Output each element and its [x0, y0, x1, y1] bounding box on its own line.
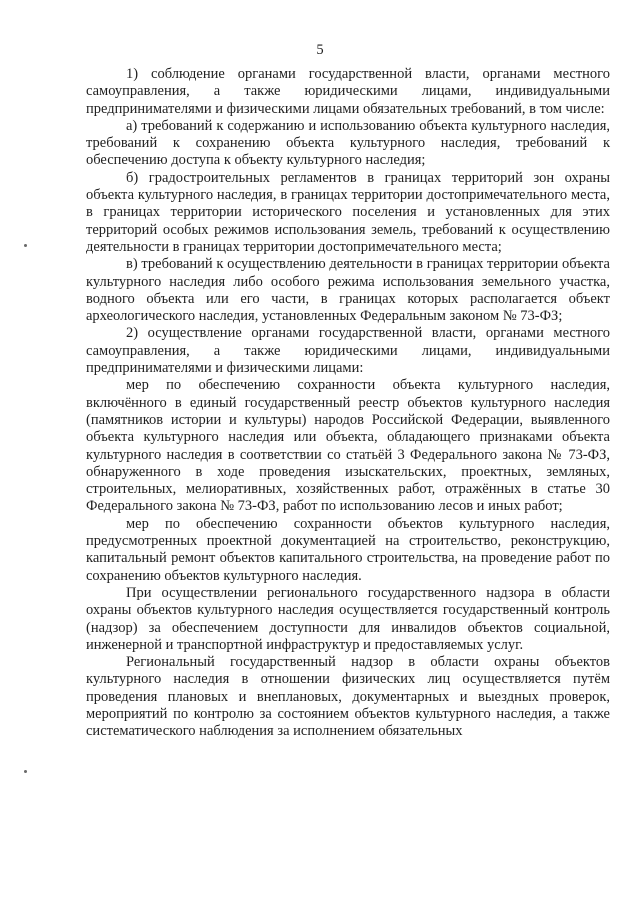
paragraph: мер по обеспечению сохранности объекта культурного наследия, включённого в единый государственный реестр объектов культурного наследия (памятников истории и культуры) народов Российской Федерации, выявленного объекта культурного наследия или объекта, обладающего признаками объекта культурного наследия в соответствии со статьёй 3 Федерального закона № 73-ФЗ, обнаруженного в ходе проведения изыскательских, проектных, земляных, строительных, мелиоративных, хозяйственных работ, отражённых в статье 30 Федерального закона № 73-ФЗ, работ по использованию лесов и иных работ;: [86, 377, 610, 515]
paragraph: а) требований к содержанию и использованию объекта культурного наследия, требований к сохранению объекта культурного наследия, требований к обеспечению доступа к объекту культурного наследия;: [86, 117, 610, 169]
paragraph: б) градостроительных регламентов в границах территорий зон охраны объекта культурного наследия, в границах территории достопримечательного места, в границах территории исторического поселения и установленных для этих территорий особых режимов использования земель, требований к осуществлению деятельности в границах территории достопримечательного места;: [86, 169, 610, 255]
paragraph: в) требований к осуществлению деятельности в границах территории объекта культурного наследия либо особого режима использования земельного участка, водного объекта или его части, в границах которых располагается объект археологического наследия, установленных Федеральным законом № 73-ФЗ;: [86, 256, 610, 325]
paragraph: мер по обеспечению сохранности объектов культурного наследия, предусмотренных проектной документацией на строительство, реконструкцию, капитальный ремонт объектов капитального строительства, на проведение работ по сохранению объектов культурного наследия.: [86, 515, 610, 584]
paragraph: 1) соблюдение органами государственной власти, органами местного самоуправления, а также юридическими лицами, индивидуальными предпринимателями и физическими лицами обязательных требований, в том числе:: [86, 66, 610, 117]
scan-speck: [24, 244, 27, 247]
document-body: [86, 66, 610, 741]
paragraph: 2) осуществление органами государственной власти, органами местного самоуправления, а также юридическими лицами, индивидуальными предпринимателями и физическими лицами:: [86, 325, 610, 377]
paragraph: При осуществлении регионального государственного надзора в области охраны объектов культурного наследия осуществляется государственный контроль (надзор) за обеспечением доступности для инвалидов объектов социальной, инженерной и транспортной инфраструктур и предоставляемых услуг.: [86, 584, 610, 653]
paragraph: Региональный государственный надзор в области охраны объектов культурного наследия в отношении физических лиц осуществляется путём проведения плановых и внеплановых, документарных и выездных проверок, мероприятий по контролю за состоянием объектов культурного наследия, а также систематического наблюдения за исполнением обязательных: [86, 654, 610, 740]
page-number: 5: [316, 42, 324, 58]
scan-speck: [24, 770, 27, 773]
